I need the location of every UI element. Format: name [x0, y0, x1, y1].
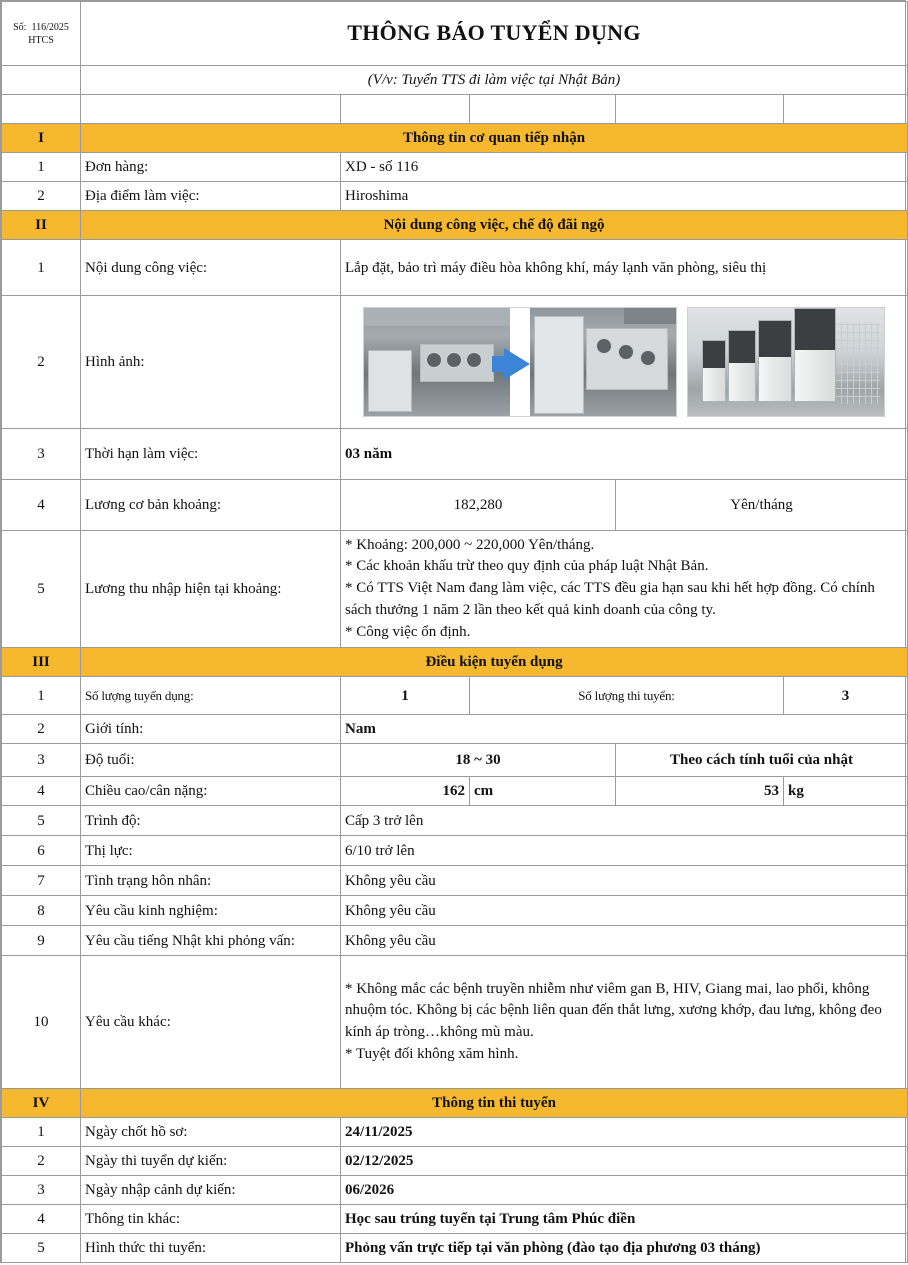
- row-label: Yêu cầu khác:: [81, 956, 341, 1089]
- table-row: [2, 926, 908, 956]
- row-value: Cấp 3 trở lên: [341, 806, 908, 836]
- row-label: Thời hạn làm việc:: [81, 429, 341, 480]
- row-number: 9: [2, 926, 81, 956]
- row-label: Yêu cầu kinh nghiệm:: [81, 896, 341, 926]
- row-label: Thông tin khác:: [81, 1205, 341, 1234]
- row-value: 06/2026: [341, 1176, 908, 1205]
- job-photo-outdoor-units: [687, 307, 885, 417]
- row-number: 6: [2, 836, 81, 866]
- row-number: 2: [2, 296, 81, 429]
- section-title: Thông tin thi tuyển: [81, 1089, 908, 1118]
- row-label: Tình trạng hôn nhân:: [81, 866, 341, 896]
- row-number: 2: [2, 182, 81, 211]
- row-number: 3: [2, 429, 81, 480]
- row-number: 5: [2, 1234, 81, 1263]
- requirement-line: * Tuyệt đối không xăm hình.: [345, 1045, 519, 1062]
- row-number: 7: [2, 866, 81, 896]
- row-label: Ngày chốt hồ sơ:: [81, 1118, 341, 1147]
- table-row: [2, 1205, 908, 1234]
- table-row: [2, 480, 908, 531]
- row-number: 4: [2, 777, 81, 806]
- height-unit: cm: [470, 777, 616, 806]
- income-note-line: * Các khoản khấu trừ theo quy định của pháp luật Nhật Bản.: [345, 558, 709, 575]
- row-number: 1: [2, 153, 81, 182]
- row-value: Học sau trúng tuyển tại Trung tâm Phúc điền: [341, 1205, 908, 1234]
- table-row: [2, 1147, 908, 1176]
- section-number: II: [2, 211, 81, 240]
- weight-unit: kg: [784, 777, 908, 806]
- row-value: Hiroshima: [341, 182, 908, 211]
- table-row: [2, 296, 908, 429]
- age-note: Theo cách tính tuổi của nhật: [616, 744, 908, 777]
- requirement-line: * Không mắc các bệnh truyền nhiễm như viêm gan B, HIV, Giang mai, lao phổi, không nhuộm tóc. Không bị các bệnh liên quan đến thắt lưng, xương khớp, đau lưng, không đeo kính áp tròng…không mù màu.: [345, 980, 882, 1040]
- row-label: Địa điểm làm việc:: [81, 182, 341, 211]
- row-number: 1: [2, 677, 81, 715]
- income-notes: [341, 531, 908, 648]
- row-number: 4: [2, 1205, 81, 1234]
- row-label: Độ tuổi:: [81, 744, 341, 777]
- table-row: [2, 836, 908, 866]
- row-label: Nội dung công việc:: [81, 240, 341, 296]
- job-description: Lắp đặt, bảo trì máy điều hòa không khí, máy lạnh văn phòng, siêu thị: [341, 240, 908, 296]
- row-number: 1: [2, 240, 81, 296]
- section-header-iv: [2, 1089, 908, 1118]
- row-number: 3: [2, 744, 81, 777]
- row-label: Ngày nhập cảnh dự kiến:: [81, 1176, 341, 1205]
- blank-row: [2, 95, 908, 124]
- row-value: 02/12/2025: [341, 1147, 908, 1176]
- height-value: 162: [341, 777, 470, 806]
- row-number: 3: [2, 1176, 81, 1205]
- subtitle-row: [2, 66, 908, 95]
- work-term: 03 năm: [341, 429, 908, 480]
- row-label: Hình ảnh:: [81, 296, 341, 429]
- table-row: [2, 744, 908, 777]
- doc-number-label: Số:: [13, 21, 27, 33]
- photo-gallery: [345, 307, 903, 417]
- row-number: 2: [2, 1147, 81, 1176]
- section-header-i: [2, 124, 908, 153]
- section-header-ii: [2, 211, 908, 240]
- row-label: Số lượng tuyển dụng:: [81, 677, 341, 715]
- doc-number-cell: [2, 2, 81, 66]
- page-subtitle: (V/v: Tuyển TTS đi làm việc tại Nhật Bản): [81, 66, 908, 95]
- row-label: Yêu cầu tiếng Nhật khi phỏng vấn:: [81, 926, 341, 956]
- row-number: 5: [2, 531, 81, 648]
- row-number: 4: [2, 480, 81, 531]
- salary-unit: Yên/tháng: [616, 480, 908, 531]
- row-label: Giới tính:: [81, 715, 341, 744]
- table-row: [2, 715, 908, 744]
- row-value: 24/11/2025: [341, 1118, 908, 1147]
- row-label: Hình thức thi tuyển:: [81, 1234, 341, 1263]
- weight-value: 53: [616, 777, 784, 806]
- other-requirements: [341, 956, 908, 1089]
- section-header-iii: [2, 648, 908, 677]
- table-row: [2, 896, 908, 926]
- section-number: IV: [2, 1089, 81, 1118]
- table-row: [2, 956, 908, 1089]
- row-value: Không yêu cầu: [341, 866, 908, 896]
- doc-number-value: 116/2025: [31, 21, 69, 33]
- table-row: [2, 429, 908, 480]
- row-label: Trình độ:: [81, 806, 341, 836]
- row-label: Thị lực:: [81, 836, 341, 866]
- page-title: THÔNG BÁO TUYỂN DỤNG: [81, 2, 908, 66]
- table-row: [2, 531, 908, 648]
- row-label: Lương cơ bản khoảng:: [81, 480, 341, 531]
- income-note-line: * Khoảng: 200,000 ~ 220,000 Yên/tháng.: [345, 536, 595, 553]
- row-value: Không yêu cầu: [341, 926, 908, 956]
- row-value: 6/10 trở lên: [341, 836, 908, 866]
- recruit-count: 1: [341, 677, 470, 715]
- table-row: [2, 806, 908, 836]
- candidate-count-label: Số lượng thi tuyển:: [470, 677, 784, 715]
- table-row: [2, 182, 908, 211]
- row-number: 8: [2, 896, 81, 926]
- row-label: Đơn hàng:: [81, 153, 341, 182]
- income-note-line: * Có TTS Việt Nam đang làm việc, các TTS đều gia hạn sau khi hết hợp đồng. Có chính sách thưởng 1 năm 2 lần theo kết quả kinh doanh của công ty.: [345, 580, 875, 618]
- job-photo-rooftop-units: [363, 307, 677, 417]
- row-label: Lương thu nhập hiện tại khoảng:: [81, 531, 341, 648]
- table-row: [2, 153, 908, 182]
- row-value: Phỏng vấn trực tiếp tại văn phòng (đào tạo địa phương 03 tháng): [341, 1234, 908, 1263]
- table-row: [2, 1176, 908, 1205]
- table-row: [2, 240, 908, 296]
- section-title: Điều kiện tuyển dụng: [81, 648, 908, 677]
- table-row: [2, 866, 908, 896]
- row-number: 5: [2, 806, 81, 836]
- header-row: [2, 2, 908, 66]
- section-number: III: [2, 648, 81, 677]
- notice-table: [1, 1, 908, 1263]
- table-row: [2, 677, 908, 715]
- row-number: 2: [2, 715, 81, 744]
- table-row: [2, 1234, 908, 1263]
- gender-value: Nam: [341, 715, 908, 744]
- candidate-count: 3: [784, 677, 908, 715]
- section-title: Nội dung công việc, chế độ đãi ngộ: [81, 211, 908, 240]
- row-number: 1: [2, 1118, 81, 1147]
- age-range: 18 ~ 30: [341, 744, 616, 777]
- section-title: Thông tin cơ quan tiếp nhận: [81, 124, 908, 153]
- row-label: Ngày thi tuyển dự kiến:: [81, 1147, 341, 1176]
- row-label: Chiều cao/cân nặng:: [81, 777, 341, 806]
- base-salary: 182,280: [341, 480, 616, 531]
- table-row: [2, 1118, 908, 1147]
- table-row: [2, 777, 908, 806]
- arrow-right-icon: [504, 348, 530, 380]
- income-note-line: * Công việc ổn định.: [345, 623, 471, 640]
- photos-cell: [341, 296, 908, 429]
- row-value: Không yêu cầu: [341, 896, 908, 926]
- row-value: XD - số 116: [341, 153, 908, 182]
- section-number: I: [2, 124, 81, 153]
- org-code: HTCS: [28, 34, 54, 46]
- row-number: 10: [2, 956, 81, 1089]
